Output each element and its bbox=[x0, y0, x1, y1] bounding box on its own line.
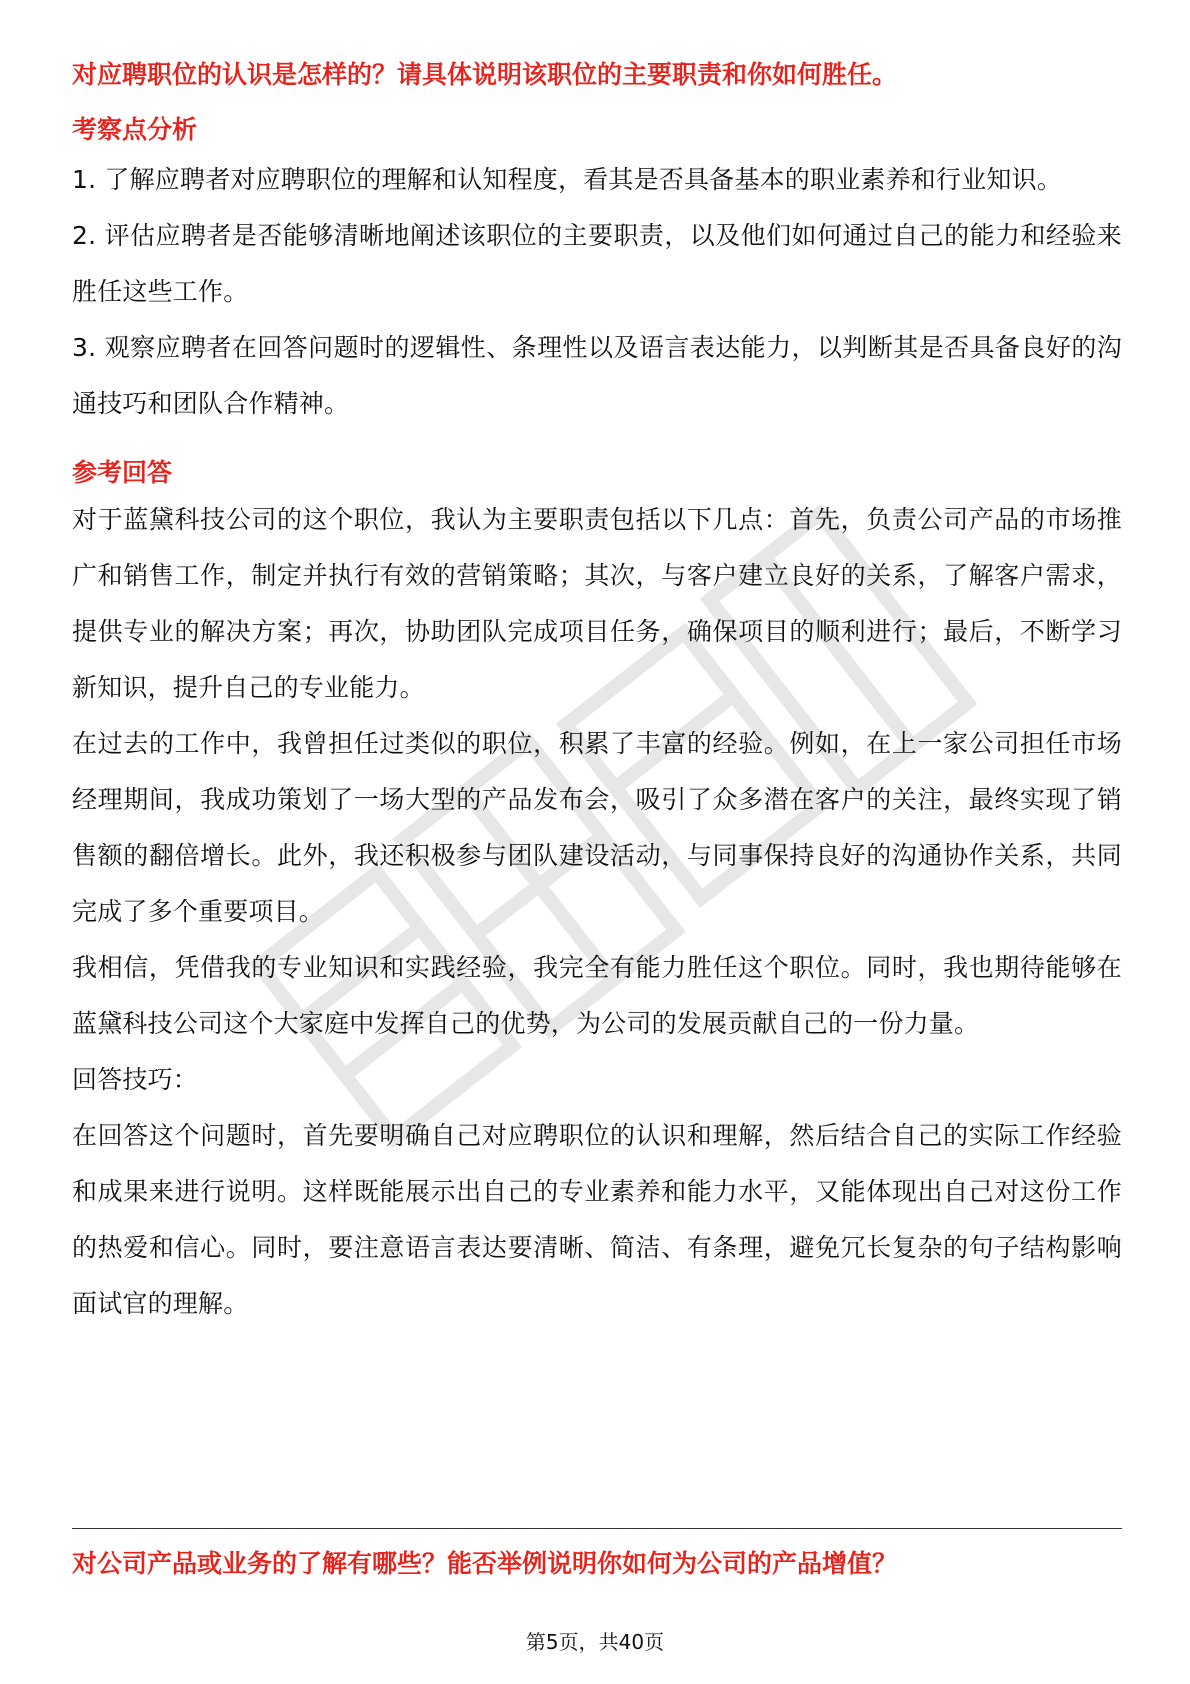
document-page bbox=[72, 58, 1122, 1332]
tips-text: 在回答这个问题时，首先要明确自己对应聘职位的认识和理解，然后结合自己的实际工作经验和成果来进行说明。这样既能展示出自己的专业素养和能力水平，又能体现出自己对这份工作的热爱和信心。同时，要注意语言表达要清晰、简洁、有条理，避免冗长复杂的句子结构影响面试官的理解。 bbox=[72, 1121, 1122, 1318]
answer-paragraph-2: 在过去的工作中，我曾担任过类似的职位，积累了丰富的经验。例如，在上一家公司担任市场经理期间，我成功策划了一场大型的产品发布会，吸引了众多潜在客户的关注，最终实现了销售额的翻倍增长。此外，我还积极参与团队建设活动，与同事保持良好的沟通协作关系，共同完成了多个重要项目。 bbox=[72, 729, 1122, 926]
analysis-heading: 考察点分析 bbox=[72, 115, 198, 144]
analysis-list bbox=[72, 152, 1122, 432]
analysis-item-1: 1. 了解应聘者对应聘职位的理解和认知程度，看其是否具备基本的职业素养和行业知识。 bbox=[72, 165, 1063, 194]
tips-label: 回答技巧： bbox=[72, 1065, 199, 1094]
section-divider bbox=[72, 1528, 1122, 1529]
question-title: 对应聘职位的认识是怎样的？请具体说明该职位的主要职责和你如何胜任。 bbox=[72, 60, 898, 89]
answer-heading: 参考回答 bbox=[72, 458, 173, 487]
page-footer: 第5页，共40页 bbox=[525, 1630, 665, 1654]
analysis-item-3: 3. 观察应聘者在回答问题时的逻辑性、条理性以及语言表达能力，以判断其是否具备良好的沟通技巧和团队合作精神。 bbox=[72, 333, 1122, 418]
answer-paragraph-1: 对于蓝黛科技公司的这个职位，我认为主要职责包括以下几点：首先，负责公司产品的市场推广和销售工作，制定并执行有效的营销策略；其次，与客户建立良好的关系，了解客户需求，提供专业的解决方案；再次，协助团队完成项目任务，确保项目的顺利进行；最后，不断学习新知识，提升自己的专业能力。 bbox=[72, 505, 1122, 702]
answer-body bbox=[72, 492, 1122, 1332]
next-question-title: 对公司产品或业务的了解有哪些？能否举例说明你如何为公司的产品增值？ bbox=[72, 1549, 898, 1578]
analysis-item-2: 2. 评估应聘者是否能够清晰地阐述该职位的主要职责，以及他们如何通过自己的能力和经验来胜任这些工作。 bbox=[72, 221, 1122, 306]
answer-paragraph-3: 我相信，凭借我的专业知识和实践经验，我完全有能力胜任这个职位。同时，我也期待能够在蓝黛科技公司这个大家庭中发挥自己的优势，为公司的发展贡献自己的一份力量。 bbox=[72, 953, 1122, 1038]
